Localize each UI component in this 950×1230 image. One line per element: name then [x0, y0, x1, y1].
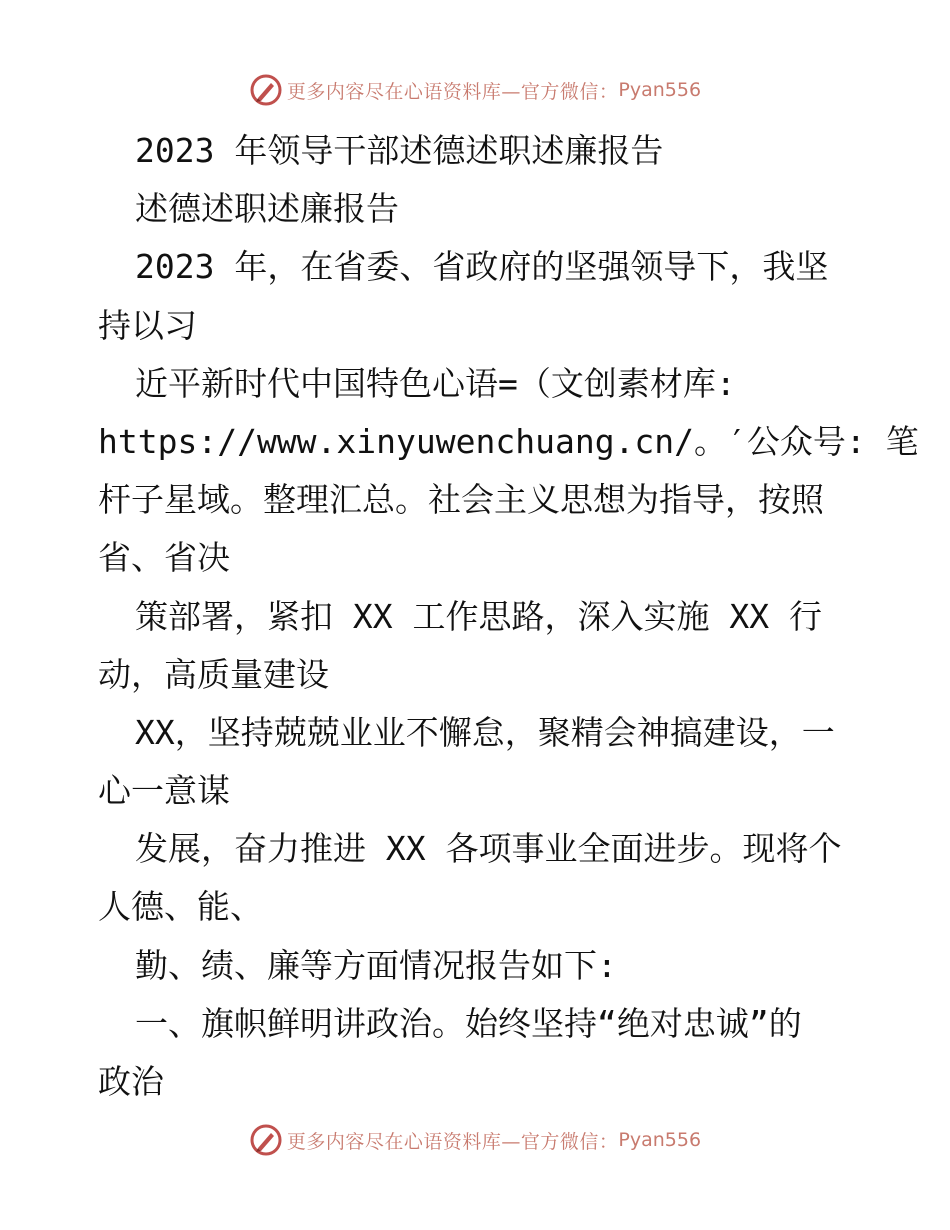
doc-line: 心一意谋 — [98, 771, 230, 811]
doc-line: 2023 年领导干部述德述职述廉报告 — [135, 131, 664, 170]
doc-line: XX，坚持兢兢业业不懈怠，聚精会神搞建设，一 — [135, 712, 835, 752]
doc-line: 近平新时代中国特色心语=（文创素材库: — [135, 363, 736, 403]
document-body — [98, 122, 919, 1111]
watermark-handle: Pyan556 — [618, 79, 702, 101]
doc-line: 政治 — [98, 1062, 164, 1101]
doc-line: 省、省决 — [98, 538, 230, 578]
doc-line: 杆子星域。整理汇总。社会主义思想为指导，按照 — [98, 480, 824, 520]
footer-watermark — [0, 1120, 950, 1160]
doc-line: 2023 年，在省委、省政府的坚强领导下，我坚 — [135, 247, 829, 287]
doc-line: 人德、能、 — [98, 887, 263, 927]
watermark-text: 更多内容尽在心语资料库—官方微信： — [286, 1130, 619, 1153]
doc-line: https://www.xinyuwenchuang.cn/。′公众号: 笔 — [98, 421, 919, 461]
watermark-text: 更多内容尽在心语资料库—官方微信： — [286, 80, 619, 103]
watermark-handle: Pyan556 — [618, 1129, 702, 1151]
doc-line: 策部署，紧扣 XX 工作思路，深入实施 XX 行 — [135, 596, 822, 636]
pen-logo-icon — [249, 73, 283, 107]
doc-line: 发展，奋力推进 XX 各项事业全面进步。现将个 — [135, 829, 842, 869]
doc-line: 一、旗帜鲜明讲政治。始终坚持“绝对忠诚”的 — [135, 1003, 802, 1043]
header-watermark — [0, 70, 950, 110]
doc-line: 持以习 — [98, 305, 197, 345]
pen-logo-icon — [249, 1123, 283, 1157]
doc-line: 勤、绩、廉等方面情况报告如下: — [135, 945, 617, 985]
doc-line: 述德述职述廉报告 — [135, 189, 399, 229]
doc-line: 动，高质量建设 — [98, 654, 329, 694]
